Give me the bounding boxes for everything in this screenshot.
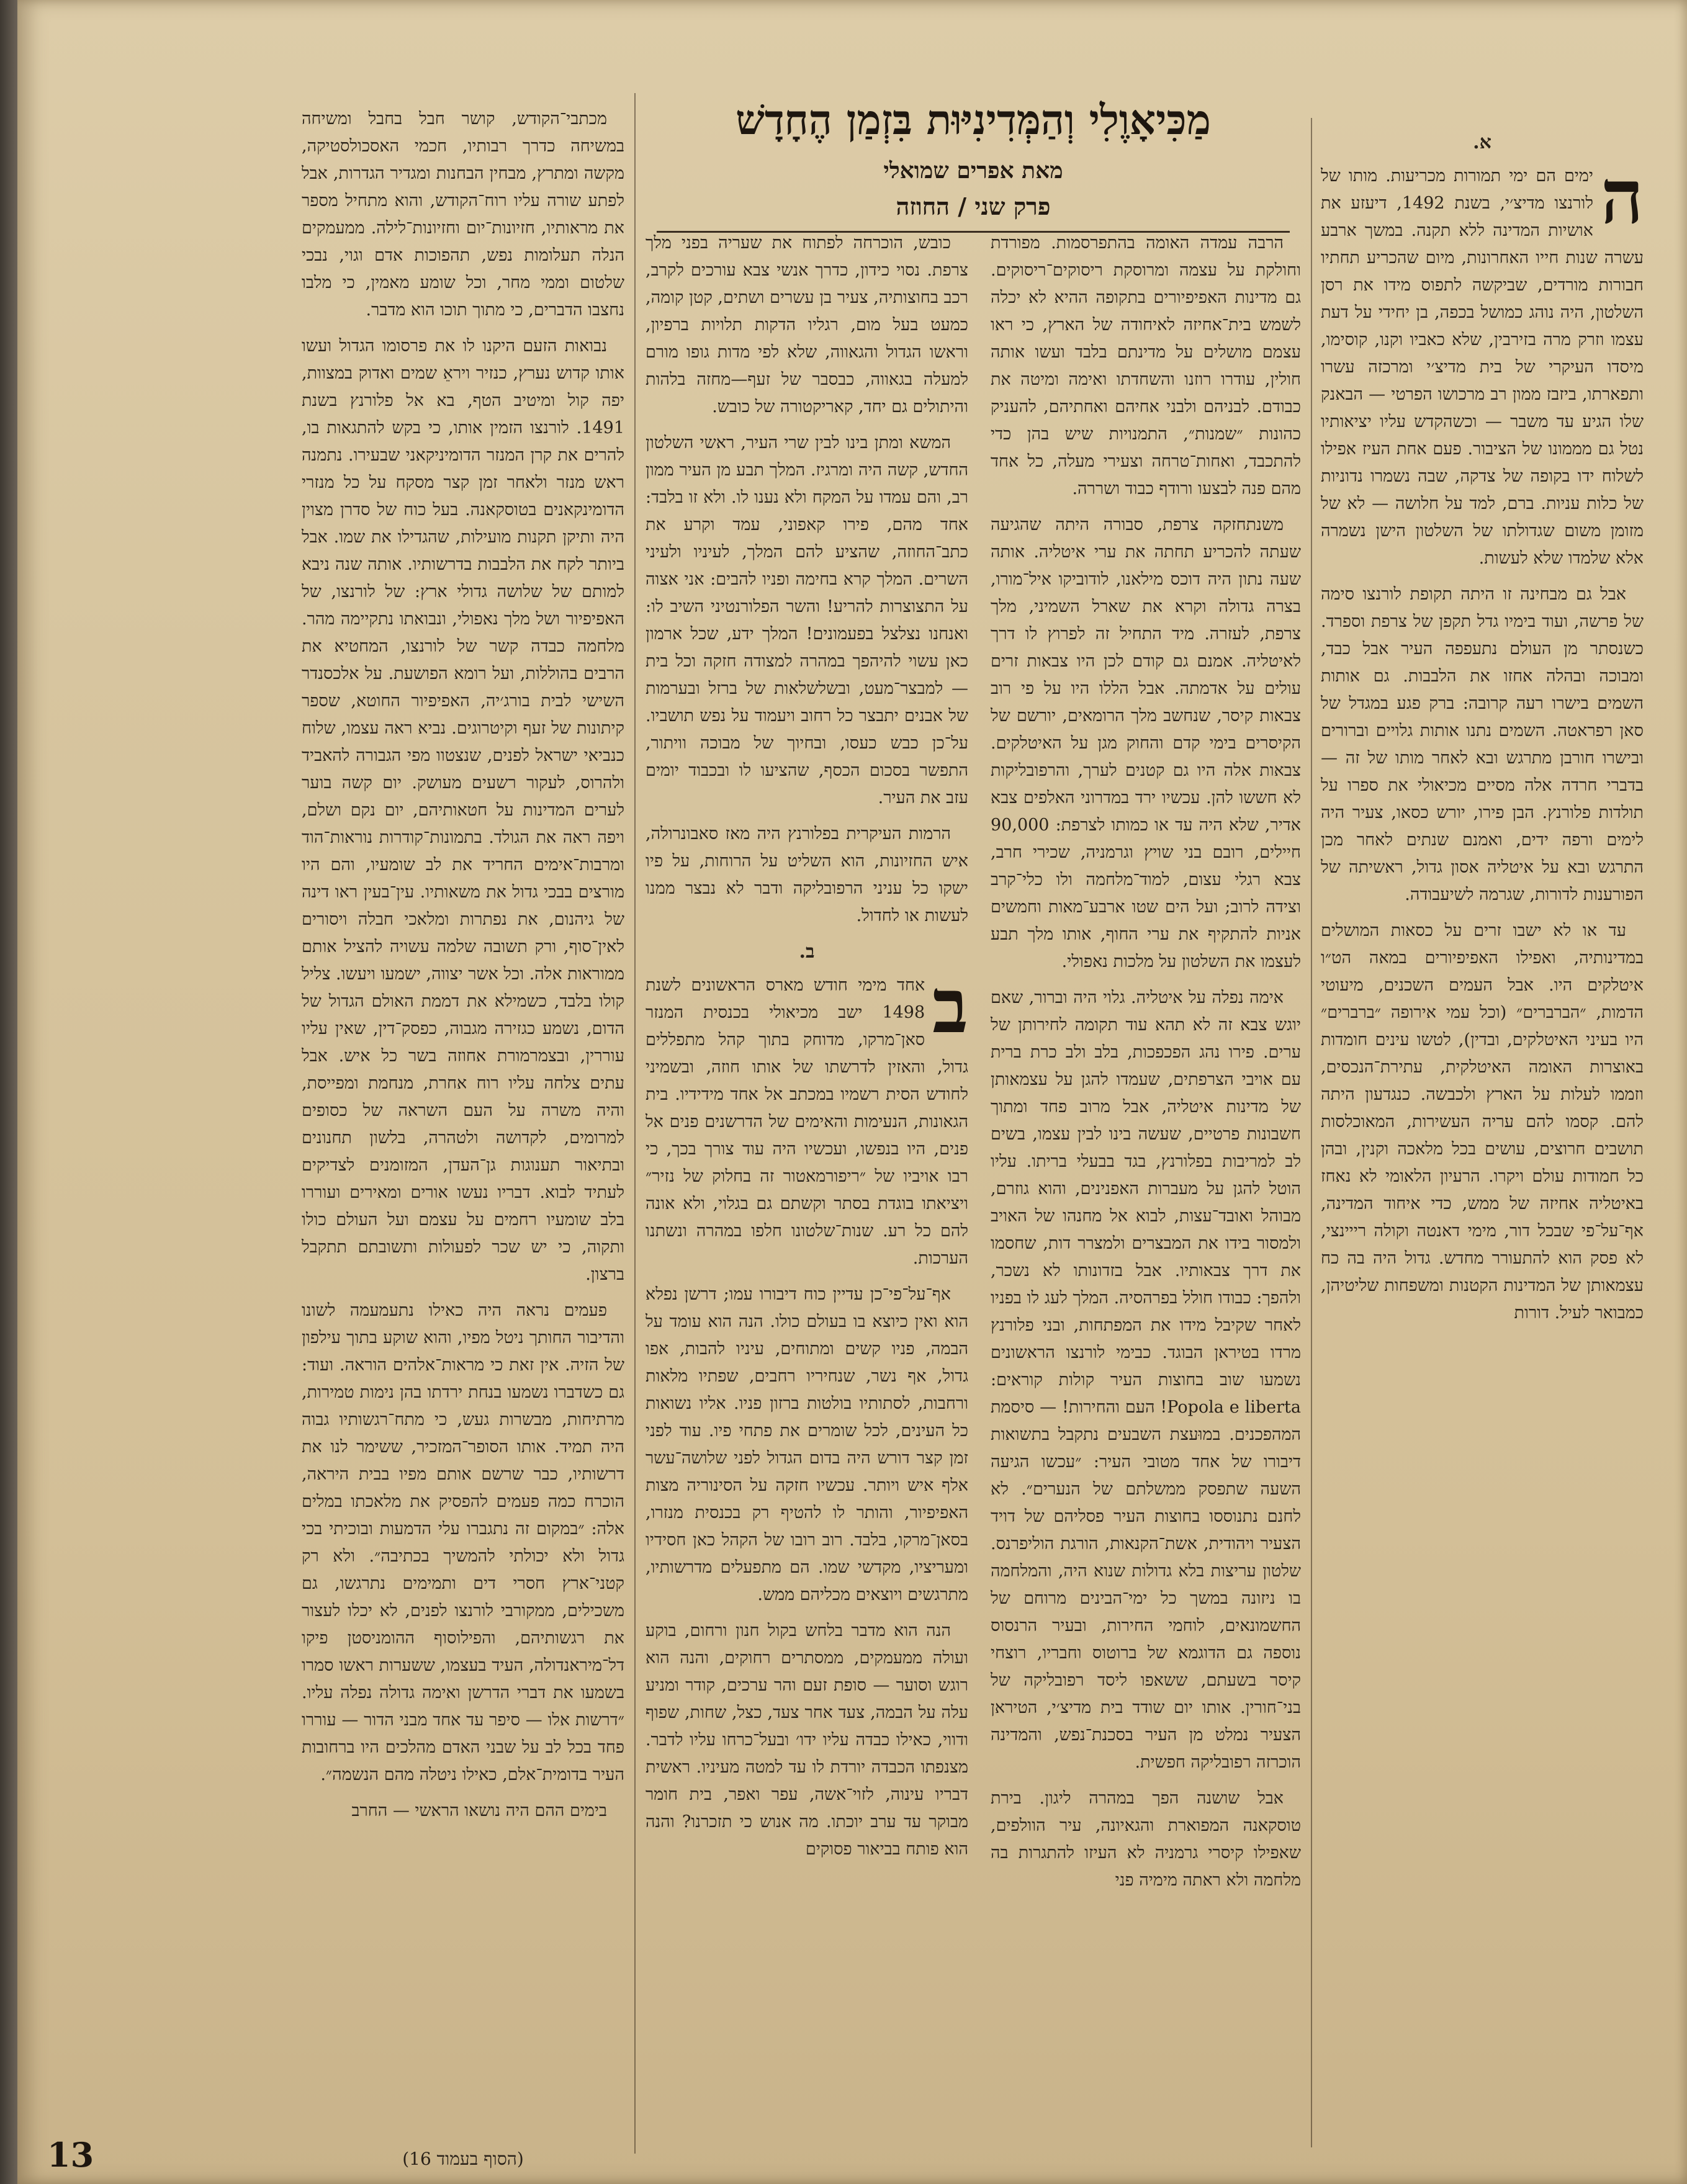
page-number: 13 (47, 2135, 94, 2175)
dropcap-paragraph (1321, 153, 1644, 572)
binding-edge (0, 0, 17, 2184)
paragraph: מכתבי־הקודש, קושר חבל בחבל ומשיחה במשיחה כדרך רבותיו, חכמי האסכולסטיקה, מקשה ומתרץ, מבחין הבחנות ומגדיר הגדרות, אבל לפתע שורה עליו רוח־הקודש, והוא מתחיל מספר את מראותיו, חזיונות־יום וחזיונות־לילה. ממעמקים הנלה תעלומות נפש, תהפוכות אדם וגוי, נבכי שלטום וממי מחר, וכל שומע מאמין, כי מלבו נחצבו הדברים, כי מתוך תוכו הוא מדבר. (302, 109, 624, 320)
paragraph: הרמות העיקרית בפלורנץ היה מאז סאבונרולה, איש החזיונות, הוא השליט על הרוחות, על פיו ישקו כל עניני הרפובליקה ודבר לא נבצר ממנו לעשות או לחדול. (646, 824, 968, 925)
paragraph: אחד מימי חודש מארס הראשונים לשנת 1498 ישב מכיאולי בכנסית המנזר סאן־מרקו, מדוחק בתוך קהל מתפללים גדול, והאזין לדרשתו של אותו חוזה, ובשמיני לחודש הסית רשמיו במכתב אל אחד מידידיו. בית הגאונות, הנעימות והאימים של הדרשנים פנים אל פנים, היו בנפשו, ועכשיו היה עוד צורך בכך, כי רבו אויביו של ״ריפורמאטור זה בחלוק של נזיר״ ויציאתו בוגדת בסתר וקשתם גם בגלוי, ולא אונה להם כל רע. שנות־שלטונו חלפו במהרה ונשתנו הערכות. (646, 976, 968, 1268)
article-subtitle: פרק שני / החוזה (896, 192, 1051, 220)
article-author: מאת אפרים שמואלי (883, 158, 1063, 184)
paragraph: הנה הוא מדבר בלחש בקול חנון ורחום, בוקע ועולה ממעמקים, ממסתרים רחוקים, והנה הוא רוגש וסוער — סופת זעם והר ערכים, קודר ומניע עלה על הבמה, צעד אחר צעד, כצל, שחות, שפוף ודווי, כאילו כבדה עליו ידו׳ ובעל־כרחו עליו לדבר. מצנפתו הכבדה יורדת לו עד למטה מעיניו. ראשית דבריו עינוה, לזוי־אשה, עפר ואפר, בית חומר מבוקר עד ערב יוכתו. מה אנוש כי תזכרנו? והנה הוא פותח בביאור פסוקים (646, 1621, 968, 1859)
paragraph: אף־על־פי־כן עדיין כוח דיבורו עמו; דרשן נפלא הוא ואין כיוצא בו בעולם כולו. הנה הוא עומד על הבמה, פניו קשים ומתוחים, עיניו להבות, אפו גדול, אף נשר, שנחיריו רחבים, שפתיו מלאות ורחבות, לסתותיו בולטות ברזון פניו. אליו נשואות כל העינים, לכל שומרים את פתחי פיו. עוד לפני זמן קצר דורש היה בדום הגדול לפני שלושה־עשר אלף איש ויותר. עכשיו חזקה על הסינוריה מצות האפיפיור, והותר לו להטיף רק בכנסית מנזרו, בסאן־מרקו, בלבד. רוב רובו של הקהל כאן חסידיו ומעריציו, מקדשי שמו. הם מתפעלים מדרשותיו, מתרגשים ויוצאים מכליהם ממש. (646, 1285, 968, 1604)
text-column-1 (1321, 124, 1644, 2178)
paragraph: נבואות הזעם היקנו לו את פרסומו הגדול ועשו אותו קדוש נערץ, כנזיר ויראֵ שמים ואדוק במצוות, יפה קול ומיטיב הטף, בא אל פלורנץ בשנת 1491. לורנצו הזמין אותו, כי בקש להתגאות בו, להרים את קרן המנזר הדומיניקאני שבעירו. נתמנה ראש מנזר ולאחר זמן קצר מסקח על כל מנזרי הדומינקאנים בטוסקאנה. בעל כוח של סדרן מצוין היה ותיקן תקנות מועילות, שהגדילו את שמו. אבל ביותר לקח את הלבבות בדרשותיו. אותה שנה ניבא למותם של שלושה גדולי ארץ: של לורנצו, של האפיפיור ושל מלך נאפולי, ונבואתו נתקיימה מהר. מלחמה כבדה קשר של לורנצו, המחטיא את הרבים בהוללות, ועל רומא הפושעת. על אלכסנדר השישי לבית בורג׳יה, האפיפיור החוטא, שספר קיתונות של זעף וקיטרוגים. נביא ראה עצמו, שלוח כנביאי ישראל לפנים, שנצטוו מפי הגבורה להאביד ולהרוס, לעקור רשעים מעושק. יום קשה בוער לערים המדינות על חטאותיהם, יום נקם ושלם, ויפה ראה את הגולד. בתמונות־קודרות נוראות־הוד ומרבות־אימים החריד את לב שומעיו, והם היו מורצים בבכי גדול את משאותיו. עין־בעין ראו דינה של גיהנום, את נפתרות ומלאכי חבלה ויסורים לאין־סוף, ורק תשובה שלמה עשויה להציל אותם ממוראות אלה. וכל אשר יצווה, ישמעו ויעשו. צליל קולו בלבד, כשמילא את דממת האולם הגדול של הדום, נשמע כגזירה מגבוה, כפסק־דין, שאין עליו עוררין, ובצמרמורת אחוזה בשר כל איש. אבל עתים צלחה עליו רוח אחרת, מנחמת ומפייסת, והיה משרה על העם השראה של כסופים למרומים, לקדושה ולטהרה, בלשון תחנונים ובתיאור תענוגות גן־העדן, המזומנים לצדיקים לעתיד לבוא. דבריו נעשו אורים ומאירים ועוררו בלב שומעיו רחמים על עצמם ועל העולם כולו ותקוה, כי יש שכר לפעולות ותשובתם תתקבל ברצון. (302, 336, 624, 1284)
paragraph: אימה נפלה על איטליה. גלוי היה וברור, שאם יוגש צבא זה לא תהא עוד תקומה לחירותן של ערים. פירו נהג הפכפכות, בלב ולב כרת ברית עם אויבי הצרפתים, שעמדו להגן על עצמאותן של מדינות איטליה, אבל מרוב פחד ומתוך חשבונות פרטיים, שעשה בינו לבין עצמו, בשים לב למריבות בפלורנץ, בגד בבעלי בריתו. עליו הוטל להגן על מעברות האפנינים, והוא גוזרם, מבוהל ואובד־עצות, לבוא אל מחנהו של האויב ולמסור בידו את המבצרים ולמצרר דות, שחסמו את דרך צבאותיו. אבל בזדונותו לא נשכר, ולהפך: כבודו חולל בפרהסיה. המלך לעג לו בפניו לאחר שקיבל מידו את המפתחות, ובני פלורנץ מרדו בטיראן הבוגד. כבימי לורנצו הראשונים נשמעו שוב בחוצות העיר קולות קוראים: Popola e liberta! העם והחירות! — סיסמת המהפכנים. במוּעצת השבעים נתקבל בתשואות דיבורו של אחד מטובי העיר: ״עכשו הגיעה השעה שתפסק ממשלתם של הנערים״. לא לחנם נתנוססו בחוצות העיר פסליהם של דויד הצעיר ויהודית, אשת־הקנאות, הורגת הוליפרנס. שלטון עריצות בלא גדולות שנוא היה, והמלחמה בו ניזונה במשך כל ימי־הבינים מרוחם של החשמונאים, לוחמי החירות, ובעיר הרנסוס נוספה גם הדוגמא של ברוטוס וחבריו, רוצחי קיסר בשעתם, ששאפו ליסד רפובליקה של בני־חורין. אותו יום שודד בית מדיצ׳י, הטיראן הצעיר נמלט מן העיר בסכנת־נפש, והמדינה הוכרזה רפובליקה חפשית. (991, 988, 1301, 1772)
paragraph: ימים הם ימי תמורות מכריעות. מותו של לורנצו מדיצ׳י, בשנת 1492, דיעזע את אושיות המדינה ללא תקנה. במשך ארבע עשרה שנות חייו האחרונות, מיום שהכריע תחתיו חבורות מורדים, שביקשה לתפוס מידו את רסן השלטון, היה נוהג כמושל בכפה, בן יחידי על דעת עצמו וזרק מרה בזירבין, שלא כאביו וקנו, קוסימו, מיסדו העיקרי של בית מדיצ׳י ומרכזה עשרו ותפארתו, ביזבז ממון רב מרכושו הפרטי — הבאנק שלו הגיע עד משבר — וכשהקדש עליו יציאותיו נטל גם מממונו של הציבור. פעם אחת העיז אפילו לשלוח ידו בקופה של צדקה, שבה נשמרו נדוניות של כלות עניות. ברם, למד על חלושה — לא של מזומן משום שגדולתו של השלטון הישן נשמרה אלא שלמדו שלא לעשות. (1321, 166, 1644, 568)
text-column-4 (302, 106, 624, 2160)
paragraph: כובש, הוכרחה לפתוח את שעריה בפני מלך צרפת. נסוי כידון, כדרך אנשי צבא עורכים לקרב, רכב בחוצותיה, צעיר בן עשרים ושתים, קטן קומה, כמעט בעל מום, רגליו הדקות תלויות ברפיון, וראשו הגדול והגאווה, שלא לפי מדות גופו מורם למעלה בגאווה, כבסבר של זעף—מחזה בלהות והיתולים גם יחד, קאריקטורה של כובש. (646, 233, 968, 416)
column-divider (1311, 118, 1312, 2147)
article-title: מַכִּיאָוֶלִי וְהַמְּדִינִיּוּת בִּזְמַן הֶחָדָשׁ (736, 96, 1211, 144)
section-mark-b: ב. (799, 941, 815, 963)
paragraph: אבל שושנה הפך במהרה ליגון. בירת טוסקאנה המפוארת והגאיונה, עיר הוולפים, שאפילו קיסרי גרמניה לא העיזו להתגרות בה מלחמה ולא ראתה מימיה פני (991, 1789, 1301, 1890)
column-divider (634, 93, 636, 2154)
article-header (646, 93, 1301, 233)
paragraph: המשא ומתן בינו לבין שרי העיר, ראשי השלטון החדש, קשה היה ומרגיז. המלך תבע מן העיר ממון רב, והם עמדו על המקח ולא נענו לו. ולא זו בלבד: אחד מהם, פירו קאפוני, עמד וקרע את כתב־החוזה, שהציע להם המלך, לעיניו ולעיני השרים. המלך קרא בחימה ופניו להבים: אני אצוה על התצוצרות להריע! והשר הפלורנטיני השיב לו: ואנחנו נצלצל בפעמונים! המלך ידע, שכל ארמון כאן עשוי להיהפך במהרה למצודה חזקה וכל בית — למבצר־מעט, ובשלשלאות של ברזל ובערמות של אבנים יתבצר כל רחוב ויעמוד על נפש תושביו. על־כן כבש כעסו, ובחיוך של מבוכה וויתור, התפשר בסכום הכסף, שהציעו לו ובכבוד יומים עזב את העיר. (646, 433, 968, 807)
dropcap-letter: ה (1600, 153, 1644, 241)
magazine-page (17, 0, 1687, 2184)
paragraph: הרבה עמדה האומה בהתפרסמות. מפורדת וחולקת על עצמה ומרוסקת ריסוקים־ריסוקים. גם מדינות האפיפיורים בתקופה ההיא לא יכלה לשמש בית־אחיזה לאיחודה של הארץ, כי ראו עצמם מושלים על מדינתם בלבד ועשו אותה חולין, עודרו רוזנו והשחדתו ואימה ומיטה את כבודם. לבניהם ולבני אחיהם ואחתיהם, להעניק כהונות ״שמנות״, התמנויות שיש בהן כדי להתכבד, ואחות־טרחה וצעירי מעלה, כל אחד מהם פנה לבצעו ורודף כבוד ושררה. (991, 233, 1301, 498)
paragraph: עד או לא ישבו זרים על כסאות המושלים במדינותיה, ואפילו האפיפיורים במאה הט״ו איטלקים היו. אבל העמים השכנים, מיעוטי הדמות, ״הברברים״ (וכל עמי אירופה ״ברברים״ היו בעיני האיטלקים, ובדין), לטשו עינים חומדות באוצרות האומה האיטלקית, עתירת־הנכסים, וזממו לעלות על הארץ ולכבשה. כנגדעון היתה להם. קסמו להם עריה העשירות, המאוכלסות תושבים חרוצים, עושים בכל מלאכה וקנין, ובהן כל חמודות עולם ויקרו. הרעיון הלאומי לא נאחז באיטליה אחיזה של ממש, כדי איחוד המדינה, אף־על־פי שבכל דור, מימי דאנטה וקולה רייינצי, לא פסק הוא להתעורר מחדש. גדול היה בה כח עצמאותן של המדינות הקטנות ומשפחות שליטיהן, כמבואר לעיל. דורות (1321, 921, 1644, 1323)
paragraph: בימים ההם היה נושאו הראשי — החרב (351, 1801, 607, 1820)
paragraph: משנתחזקה צרפת, סבורה היתה שהגיעה שעתה להכריע תחתה את ערי איטליה. אותה שעה נתון היה דוכס מילאנו, לודוביקו איל־מורו, בצרה גדולה וקרא את שארל השמיני, מלך צרפת, לעזרה. מיד התחיל זה לפרוץ לו דרך לאיטליה. אמנם גם קודם לכן היו צבאות זרים עולים על אדמתה. אבל הללו היו על פי רוב צבאות קיסר, שנחשב מלך הרומאים, יורשם של הקיסרים בימי קדם והחוק מגן על האיטלקים. צבאות אלה היו גם קטנים לערך, והרפובליקות לא חששו להן. עכשיו ירד במדרוני האלפים צבא אדיר, שלא היה עד או כמותו לצרפת: 90,000 חיילים, רובם בני שויץ וגרמניה, שכירי חרב, צבא רגלי עצום, למוד־מלחמה ולו כלי־קרב וצידה לרוב; ועל הים שטו ארבע־מאות וחמשים אניות להתקיף את ערי החוף, אותו מלך תבע לעצמו את השלטון על מלכות נאפולי. (991, 515, 1301, 971)
section-mark-a: א. (1473, 132, 1491, 153)
text-column-3 (646, 230, 968, 2184)
text-column-2 (991, 230, 1301, 2184)
dropcap-paragraph (646, 963, 968, 1272)
dropcap-letter: ב (932, 963, 968, 1050)
paragraph: אבל גם מבחינה זו היתה תקופת לורנצו סימה של פרשה, ועוד בימיו גדל תקפן של צרפת וספרד. כשנסתר מן העולם נתעפפה העיר אבל כבד, ומבוכה ובהלה אחזו את הלבבות. גם אותות השמים בישרו רעה קרובה: ברק פגע במגדל של סאן רפראטה. השמים נתנו אותות גלויים וברורים ובישרו חורבן מתרגש ובא לאחר מותו של זה — בדברי חרדה אלה מסיים מכיאולי את ספרו על תולדות פלורנץ. הבן פירו, יורש כסאו, צעיר היה לימים ורפה ידים, ואמנם שנתים לאחר מכן התרגש ובא על איטליה אסון גדול, ראשיתה של הפורענות לדורות, שגרמה לשיעבודה. (1321, 585, 1644, 904)
continuation-note: (הסוף בעמוד 16) (402, 2149, 524, 2169)
paragraph: פעמים נראה היה כאילו נתעמעמה לשונו והדיבור החותך ניטל מפיו, והוא שוקע בתוך עילפון של הזיה. אין זאת כי מראות־אלהים הוראה. ועוד: גם כשדברו נשמעו בנחת ירדתו בהן נימות טמירות, מרתיחות, מבשרות געש, כי מתח־רגשותיו גבוה היה תמיד. אותו הסופר־המזכיר, ששימר לנו את דרשותיו, כבר שרשם אותם מפיו בבית היראה, הוכרח כמה פעמים להפסיק את מלאכתו במלים אלה: ״במקום זה נתגברו עלי הדמעות ובוכיתי בכי גדול ולא יכולתי להמשיך בכתיבה״. ולא רק קטני־ארץ חסרי דים ותמימים נתרגשו, גם משכילים, ממקורבי לורנצו לפנים, לא יכלו לעצור את רגשותיהם, והפילוסוף ההומניסטן פיקו דל־מיראנדולה, העיד בעצמו, ששערות ראשו סמרו בשמעו את דברי הדרשן ואימה גדולה נפלה עליו. ״דרשות אלו — סיפר עד אחד מבני הדור — עוררו פחד בכל לב על שבני האדם מהלכים היו ברחובות העיר בדומית־אלם, כאילו ניטלה מהם הנשמה״. (302, 1301, 624, 1784)
